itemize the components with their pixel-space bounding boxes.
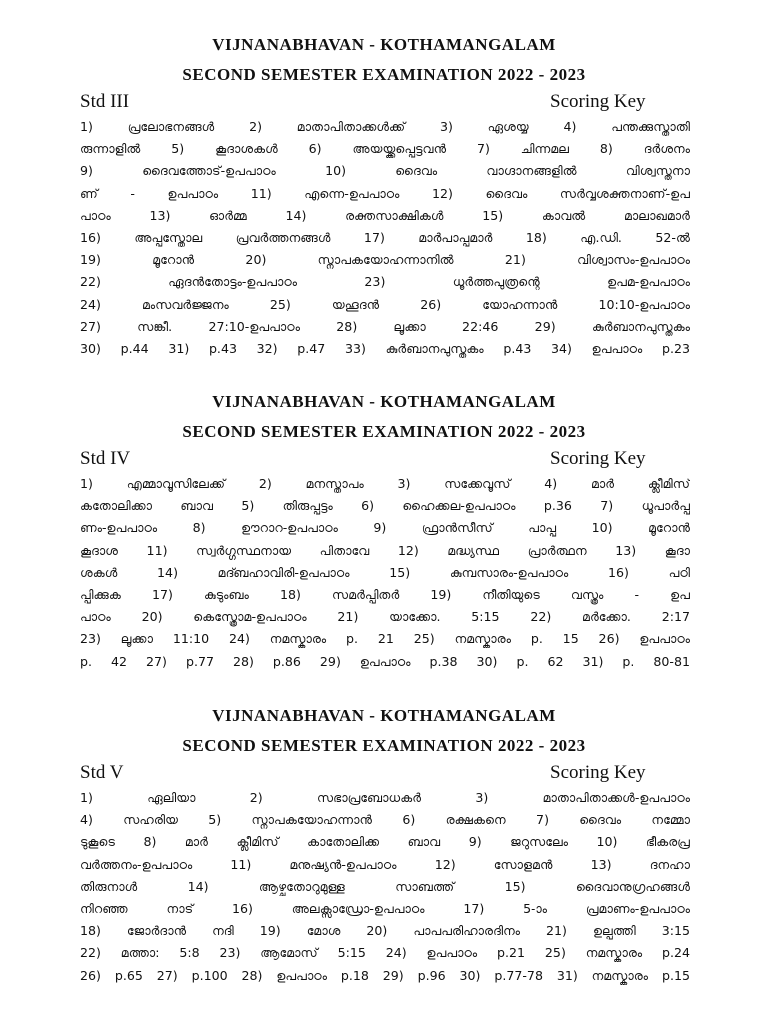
section-meta bbox=[0, 90, 768, 114]
answer-line: 26) p.65 27) p.100 28) ഉപപാഠം p.18 29) p.96 30) p.77-78 31) നമസ്കാരം p.15 bbox=[80, 967, 690, 983]
answer-line: 16) അപ്പസ്തോല പ്രവർത്തനങ്ങൾ 17) മാർപാപ്പമാർ 18) എ.ഡി. 52-ൽ bbox=[80, 230, 690, 246]
answer-line: 19) മൂറോൻ 20) സ്നാപകയോഹന്നാനിൽ 21) വിശ്വാസം-ഉപപാഠം bbox=[80, 252, 690, 268]
answer-line: നിറഞ്ഞ നാട് 16) അലക്സാഡ്രോ-ഉപപാഠം 17) 5-ാം പ്രമാണം-ഉപപാഠം bbox=[80, 901, 690, 917]
answer-line: ണം-ഉപപാഠം 8) ഊറാറ-ഉപപാഠം 9) ഫ്രാൻസീസ് പാപ്പ 10) മൂറോൻ bbox=[80, 520, 690, 536]
answer-line: 18) ജോർദാൻ നദി 19) മോശ 20) പാപപരിഹാരദിനം 21) ഉല്പത്തി 3:15 bbox=[80, 923, 690, 939]
answer-line: കൂദാശ 11) സ്വർഗ്ഗസ്ഥനായ പിതാവേ 12) മദ്ധ്യസ്ഥ പ്രാർത്ഥന 13) കൂദാ bbox=[80, 542, 690, 558]
answer-line: രുന്നാളിൽ 5) കൂദാശകൾ 6) അയയ്ക്കപ്പെട്ടവൻ 7) ചിന്നമല 8) ദർശനം bbox=[80, 141, 690, 157]
section-meta bbox=[0, 447, 768, 471]
answer-line: 23) ലൂക്കാ 11:10 24) നമസ്കാരം p. 21 25) നമസ്കാരം p. 15 26) ഉപപാഠം bbox=[80, 631, 690, 647]
answer-line: 1) എമ്മാവൂസിലേക്ക് 2) മനസ്താപം 3) സക്കേവൂസ് 4) മാർ ക്ലീമിസ് bbox=[80, 476, 690, 491]
exam-title: SECOND SEMESTER EXAMINATION 2022 - 2023 bbox=[182, 422, 586, 441]
answer-line: 22) മത്താ: 5:8 23) ആമോസ് 5:15 24) ഉപപാഠം p.21 25) നമസ്കാരം p.24 bbox=[80, 945, 690, 961]
answer-line: 27) സങ്കീ. 27:10-ഉപപാഠം 28) ലൂക്കാ 22:46 29) കുർബാനപുസ്തകം bbox=[80, 318, 690, 334]
std-label: Std IV bbox=[80, 448, 131, 469]
std-iv-section bbox=[0, 387, 768, 673]
answer-line: 24) മംസവർജ്ജനം 25) യഹൂദൻ 26) യോഹന്നാൻ 10:10-ഉപപാഠം bbox=[80, 296, 690, 312]
answer-line: പ്പിക്കുക 17) കുടുംബം 18) സമർപ്പിതർ 19) നീതിയുടെ വസ്ത്രം - ഉപ bbox=[80, 587, 690, 603]
answer-line: p. 42 27) p.77 28) p.86 29) ഉപപാഠം p.38 30) p. 62 31) p. 80-81 bbox=[80, 653, 690, 669]
exam-title: SECOND SEMESTER EXAMINATION 2022 - 2023 bbox=[182, 736, 586, 755]
scoring-key-label: Scoring Key bbox=[550, 91, 646, 112]
answer-list bbox=[80, 116, 690, 360]
answer-line: തിരുനാൾ 14) ആഴ്ചതോറുമുള്ള സാബത്ത് 15) ദൈവാനുഗ്രഹങ്ങൾ bbox=[80, 878, 690, 894]
answer-line: വർത്തനം-ഉപപാഠം 11) മനുഷ്യൻ-ഉപപാഠം 12) സോളമൻ 13) ദനഹാ bbox=[80, 856, 690, 872]
answer-line: 22) ഏദൻതോട്ടം-ഉപപാഠം 23) ധൂർത്തപുത്രന്റെ ഉപമ-ഉപപാഠം bbox=[80, 274, 690, 290]
answer-line: പാഠം 20) കെസ്ത്രോമ-ഉപപാഠം 21) യാക്കോ. 5:15 22) മർക്കോ. 2:17 bbox=[80, 609, 690, 625]
answer-line: ടുകൂടെ 8) മാർ ക്ലീമിസ് കാതോലിക്ക ബാവ 9) ജറുസലേം 10) ഭീകരപ്ര bbox=[80, 834, 690, 850]
std-label: Std III bbox=[80, 91, 130, 112]
answer-line: 1) ഏലിയാ 2) സഭാപ്രബോധകർ 3) മാതാപിതാക്കൾ-ഉപപാഠം bbox=[80, 790, 690, 805]
answer-line: 9) ദൈവത്തോട്-ഉപപാഠം 10) ദൈവം വാഗ്ദാനങ്ങളിൽ വിശ്വസ്തനാ bbox=[80, 163, 690, 179]
answer-line: ണ് - ഉപപാഠം 11) എന്നെ-ഉപപാഠം 12) ദൈവം സർവ്വശക്തനാണ്-ഉപ bbox=[80, 185, 690, 201]
scoring-key-label: Scoring Key bbox=[550, 762, 646, 783]
scoring-key-label: Scoring Key bbox=[550, 448, 646, 469]
answer-line: കതോലിക്കാ ബാവ 5) തിരുപ്പട്ടം 6) ഹൈക്കല-ഉപപാഠം p.36 7) ധൂപാർപ്പ bbox=[80, 498, 690, 514]
answer-line: 4) സഹരിയ 5) സ്നാപകയോഹന്നാൻ 6) രക്ഷകനെ 7) ദൈവം നമ്മോ bbox=[80, 812, 690, 828]
answer-list bbox=[80, 473, 690, 673]
answer-line: 30) p.44 31) p.43 32) p.47 33) കുർബാനപുസ്തകം p.43 34) ഉപപാഠം p.23 bbox=[80, 341, 690, 357]
answer-line: ശകൾ 14) മദ്ബഹാവിരി-ഉപപാഠം 15) കുമ്പസാരം-ഉപപാഠം 16) പഠി bbox=[80, 564, 690, 580]
exam-title: SECOND SEMESTER EXAMINATION 2022 - 2023 bbox=[182, 65, 586, 84]
school-title: VIJNANABHAVAN - KOTHAMANGALAM bbox=[212, 35, 556, 54]
std-v-section bbox=[0, 701, 768, 987]
std-iii-section bbox=[0, 30, 768, 360]
answer-line: 1) പ്രലോഭനങ്ങൾ 2) മാതാപിതാക്കൾക്ക് 3) ഏശയ്യ 4) പന്തക്കുസ്താതി bbox=[80, 119, 690, 134]
std-label: Std V bbox=[80, 762, 124, 783]
school-title: VIJNANABHAVAN - KOTHAMANGALAM bbox=[212, 706, 556, 725]
school-title: VIJNANABHAVAN - KOTHAMANGALAM bbox=[212, 392, 556, 411]
section-meta bbox=[0, 761, 768, 785]
answer-list bbox=[80, 787, 690, 987]
answer-line: പാഠം 13) ഓർമ്മ 14) രക്തസാക്ഷികൾ 15) കാവൽ മാലാഖമാർ bbox=[80, 207, 690, 223]
